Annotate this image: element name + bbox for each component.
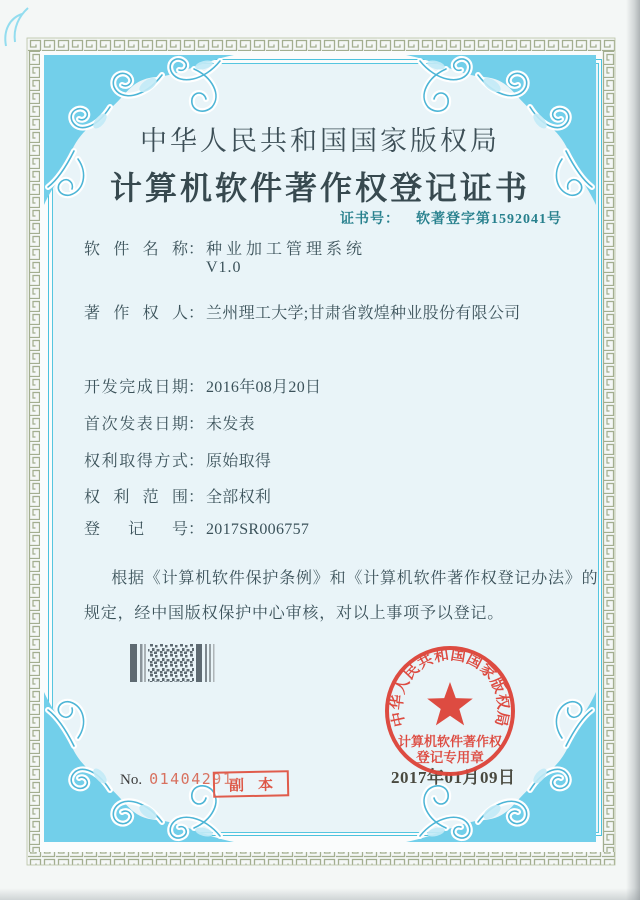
software-version: V1.0 (206, 259, 242, 276)
field-label: 开发完成日期 (84, 379, 188, 396)
field-value: 种业加工管理系统 (206, 241, 367, 258)
statement-line-1: 根据《计算机软件保护条例》和《计算机软件著作权登记办法》的 (111, 570, 599, 587)
field-row-software-name (84, 236, 366, 259)
field-value: 原始取得 (206, 453, 272, 470)
field-colon: ： (188, 379, 205, 396)
field-colon: ： (188, 241, 205, 258)
seal-star-icon (427, 682, 473, 725)
corner-ornament-bottom-left (44, 692, 234, 842)
certificate-title: 计算机软件著作权登记证书 (109, 170, 530, 206)
field-row-dev-complete-date (84, 374, 321, 397)
certificate-number-value: 软著登字第1592041号 (416, 212, 562, 227)
field-row-copyright-owner (84, 300, 520, 323)
field-value: 2016年08月20日 (206, 379, 322, 396)
field-label: 登记号 (84, 521, 188, 538)
copy-stamp: 副本 (213, 770, 290, 798)
field-value: 兰州理工大学;甘肃省敦煌种业股份有限公司 (206, 305, 521, 322)
official-seal (375, 636, 525, 786)
field-label: 权利取得方式 (84, 453, 188, 470)
field-value: 全部权利 (206, 489, 272, 506)
field-label: 著作权人 (84, 305, 188, 322)
certificate-number-line (340, 208, 562, 228)
field-row-registration-number (84, 516, 309, 539)
field-colon: ： (188, 521, 205, 538)
certificate-number-label: 证书号： (340, 212, 400, 227)
seal-caption-line1: 计算机软件著作权 (397, 734, 503, 749)
field-row-right-acquisition (84, 448, 271, 471)
seal-caption-line2: 登记专用章 (416, 750, 484, 765)
field-colon: ： (188, 453, 205, 470)
field-colon: ： (188, 416, 205, 433)
field-label: 首次发表日期 (84, 416, 188, 433)
seal-ring-text: 中华人民共和国国家版权局 (389, 647, 511, 729)
statement-line-2: 规定，经中国版权保护中心审核，对以上事项予以登记。 (84, 605, 505, 622)
authority-title: 中华人民共和国国家版权局 (140, 126, 500, 156)
field-value: 2017SR006757 (206, 521, 310, 538)
field-label: 软件名称 (84, 241, 188, 258)
field-row-first-publish-date (84, 411, 255, 434)
field-colon: ： (188, 305, 205, 322)
issue-date: 2017年01月09日 (391, 768, 516, 787)
field-row-right-scope (84, 484, 271, 507)
field-label: 权利范围 (84, 489, 188, 506)
registration-statement (84, 561, 598, 631)
barcode (130, 644, 224, 682)
serial-number: 01404291 (149, 770, 234, 788)
field-colon: ： (188, 489, 205, 506)
field-value: 未发表 (206, 416, 255, 433)
serial-prefix: No. (120, 772, 143, 788)
